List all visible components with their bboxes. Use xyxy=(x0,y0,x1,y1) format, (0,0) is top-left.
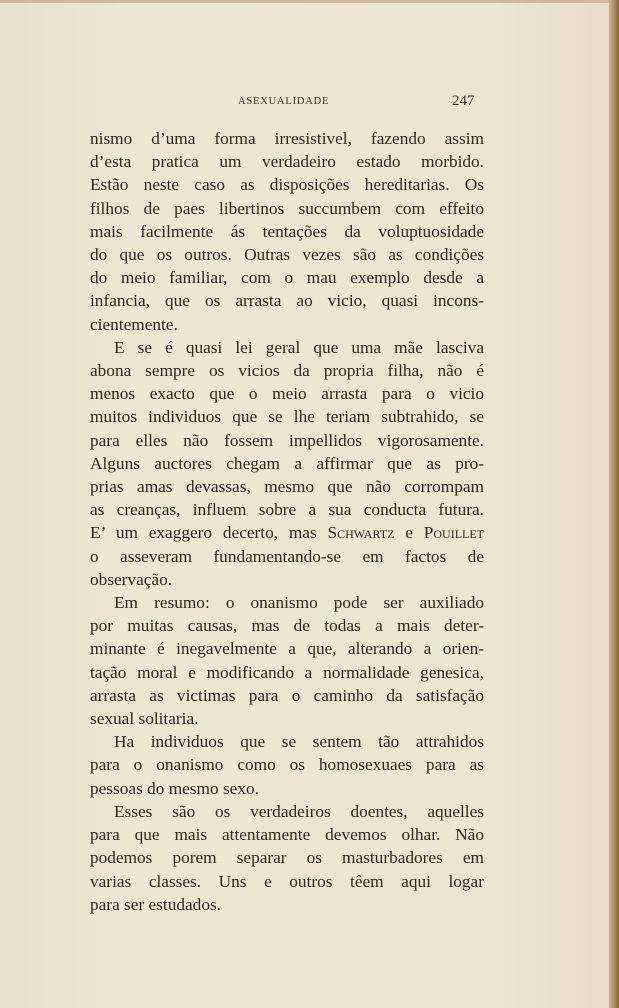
text-line: tação moral e modificando a normalidade genesica, xyxy=(90,662,484,682)
text-line: E se é quasi lei geral que uma mãe lasciva xyxy=(114,337,484,357)
text-fragment: E’ um exaggero decerto, mas xyxy=(90,523,317,543)
text-line: observação. xyxy=(90,569,173,589)
text-line: filhos de paes libertinos succumbem com effeito xyxy=(90,198,484,218)
text-line: por muitas causas, mas de todas a mais deter- xyxy=(90,616,484,636)
text-line: para ser estudados. xyxy=(90,894,222,914)
text-line: do meio familiar, com o mau exemplo desde a xyxy=(90,268,484,288)
text-line-with-authors xyxy=(90,521,484,544)
text-line: Em resumo: o onanismo pode ser auxiliado xyxy=(114,593,484,613)
text-line: Estão neste caso as disposições hereditarias. Os xyxy=(90,175,484,195)
text-line: muitos individuos que se lhe teriam subtrahido, se xyxy=(90,407,484,427)
paragraph-5 xyxy=(90,800,484,916)
author-name: Schwartz xyxy=(327,523,395,543)
paragraph-4 xyxy=(90,730,484,800)
text-line: varias classes. Uns e outros têem aqui logar xyxy=(90,871,484,891)
text-line: sexual solitaria. xyxy=(90,709,199,729)
paragraph-1 xyxy=(90,127,484,336)
text-line: prias amas devassas, mesmo que não corrompam xyxy=(90,477,484,497)
conjunction: e xyxy=(405,523,413,543)
text-line: para elles não fossem impellidos vigorosamente. xyxy=(90,430,484,450)
text-line: Alguns auctores chegam a affirmar que as pro- xyxy=(90,453,484,473)
text-line: pessoas do mesmo sexo. xyxy=(90,778,259,798)
body-text xyxy=(90,127,484,916)
text-line: podemos porem separar os masturbadores em xyxy=(90,848,484,868)
text-line: mais facilmente ás tentações da voluptuosidade xyxy=(90,221,484,241)
text-line: nismo d’uma forma irresistivel, fazendo assim xyxy=(90,129,484,148)
text-line: para o onanismo como os homosexuaes para as xyxy=(90,755,484,775)
text-line: menos exacto que o meio arrasta para o vicio xyxy=(90,384,484,404)
paragraph-3 xyxy=(90,591,484,730)
text-line: arrasta as victimas para o caminho da satisfação xyxy=(90,685,484,705)
text-line: abona sempre os vicios da propria filha, não é xyxy=(90,361,484,381)
paragraph-2 xyxy=(90,336,484,591)
text-line: para que mais attentamente devemos olhar. Não xyxy=(90,825,484,845)
text-line: do que os outros. Outras vezes são as condições xyxy=(90,245,484,265)
page-right-edge xyxy=(609,0,619,1008)
text-line: minante é inegavelmente a que, alterando a orien- xyxy=(90,639,484,659)
text-line: infancia, que os arrasta ao vicio, quasi incons- xyxy=(90,291,484,311)
author-name: Pouillet xyxy=(423,523,485,543)
running-title: ASEXUALIDADE xyxy=(238,96,330,107)
text-line: d’esta pratica um verdadeiro estado morbido. xyxy=(90,152,484,172)
text-line: Ha individuos que se sentem tão attrahidos xyxy=(114,732,484,752)
text-line: o asseveram fundamentando-se em factos de xyxy=(90,546,484,566)
page-top-edge xyxy=(0,0,619,3)
text-line: as creanças, influem sobre a sua conducta futura. xyxy=(90,500,484,520)
page-number: 247 xyxy=(452,93,475,109)
text-line: cientemente. xyxy=(90,314,178,334)
text-line: Esses são os verdadeiros doentes, aquelles xyxy=(114,801,484,821)
